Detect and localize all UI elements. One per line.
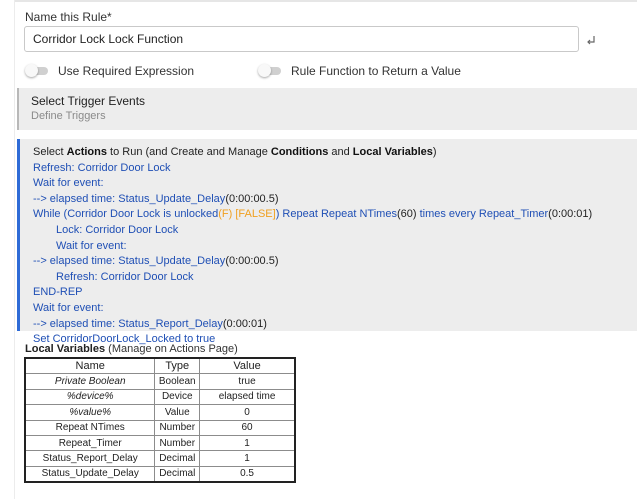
trigger-title: Select Trigger Events — [31, 94, 146, 108]
variable-name: %device% — [25, 389, 155, 404]
column-header-value: Value — [200, 358, 295, 374]
variable-value: 0.5 — [200, 466, 295, 482]
variable-type: Device — [155, 389, 200, 404]
action-line: --> elapsed time: Status_Update_Delay(0:00:00.5) — [33, 192, 279, 205]
variable-type: Value — [155, 405, 200, 420]
rule-name-label: Name this Rule* — [25, 10, 112, 24]
action-line: Wait for event: — [33, 301, 104, 314]
table-row — [25, 420, 295, 435]
variable-value: true — [200, 374, 295, 389]
action-line: Wait for event: — [33, 177, 104, 190]
variable-type: Decimal — [155, 451, 200, 466]
left-divider — [14, 0, 15, 499]
select-actions-panel[interactable] — [17, 139, 637, 346]
table-row — [25, 405, 295, 420]
table-row — [25, 466, 295, 482]
variable-type: Boolean — [155, 374, 200, 389]
toggle-switch[interactable] — [25, 65, 49, 77]
action-line: END-REP — [33, 286, 83, 299]
variable-value: elapsed time — [200, 389, 295, 404]
local-variables-label: Local Variables (Manage on Actions Page) — [25, 343, 238, 355]
toggle-switch[interactable] — [258, 65, 282, 77]
column-header-name: Name — [25, 358, 155, 374]
column-header-type: Type — [155, 358, 200, 374]
trigger-subtitle: Define Triggers — [31, 110, 106, 122]
variable-name: Private Boolean — [25, 374, 155, 389]
variable-value: 1 — [200, 451, 295, 466]
use-required-expression-toggle[interactable] — [25, 64, 194, 78]
variable-value: 1 — [200, 435, 295, 450]
variable-type: Number — [155, 435, 200, 450]
local-variables-table — [24, 357, 296, 483]
action-line: --> elapsed time: Status_Update_Delay(0:00:00.5) — [33, 255, 279, 268]
resize-handle-icon[interactable] — [585, 34, 597, 46]
action-line: Refresh: Corridor Door Lock — [56, 270, 194, 283]
rule-function-return-toggle[interactable] — [258, 64, 461, 78]
table-row — [25, 451, 295, 466]
toggle-label: Use Required Expression — [58, 64, 195, 78]
table-row — [25, 374, 295, 389]
variable-type: Decimal — [155, 466, 200, 482]
table-header-row — [25, 358, 295, 374]
top-divider — [14, 0, 637, 2]
variable-value: 60 — [200, 420, 295, 435]
action-line: Wait for event: — [56, 239, 127, 252]
variable-type: Number — [155, 420, 200, 435]
variable-name: Repeat NTimes — [25, 420, 155, 435]
variable-name: Repeat_Timer — [25, 435, 155, 450]
table-row — [25, 389, 295, 404]
variable-value: 0 — [200, 405, 295, 420]
toggle-label: Rule Function to Return a Value — [291, 64, 461, 78]
table-row — [25, 435, 295, 450]
actions-heading: Select Actions to Run (and Create and Manage Conditions and Local Variables) — [33, 146, 437, 158]
select-trigger-events-panel[interactable] — [17, 88, 637, 130]
rule-name-input[interactable] — [24, 26, 579, 52]
variable-name: %value% — [25, 405, 155, 420]
action-line: Set CorridorDoorLock_Locked to true — [33, 333, 216, 346]
action-line-while: While (Corridor Door Lock is unlocked(F) [FALSE]) Repeat Repeat NTimes(60) times every Repeat_Timer(0:00:01) — [33, 208, 593, 221]
variable-name: Status_Report_Delay — [25, 451, 155, 466]
action-line: Refresh: Corridor Door Lock — [33, 161, 171, 174]
action-line: Lock: Corridor Door Lock — [56, 223, 179, 236]
variable-name: Status_Update_Delay — [25, 466, 155, 482]
action-line: --> elapsed time: Status_Report_Delay(0:00:01) — [33, 317, 267, 330]
